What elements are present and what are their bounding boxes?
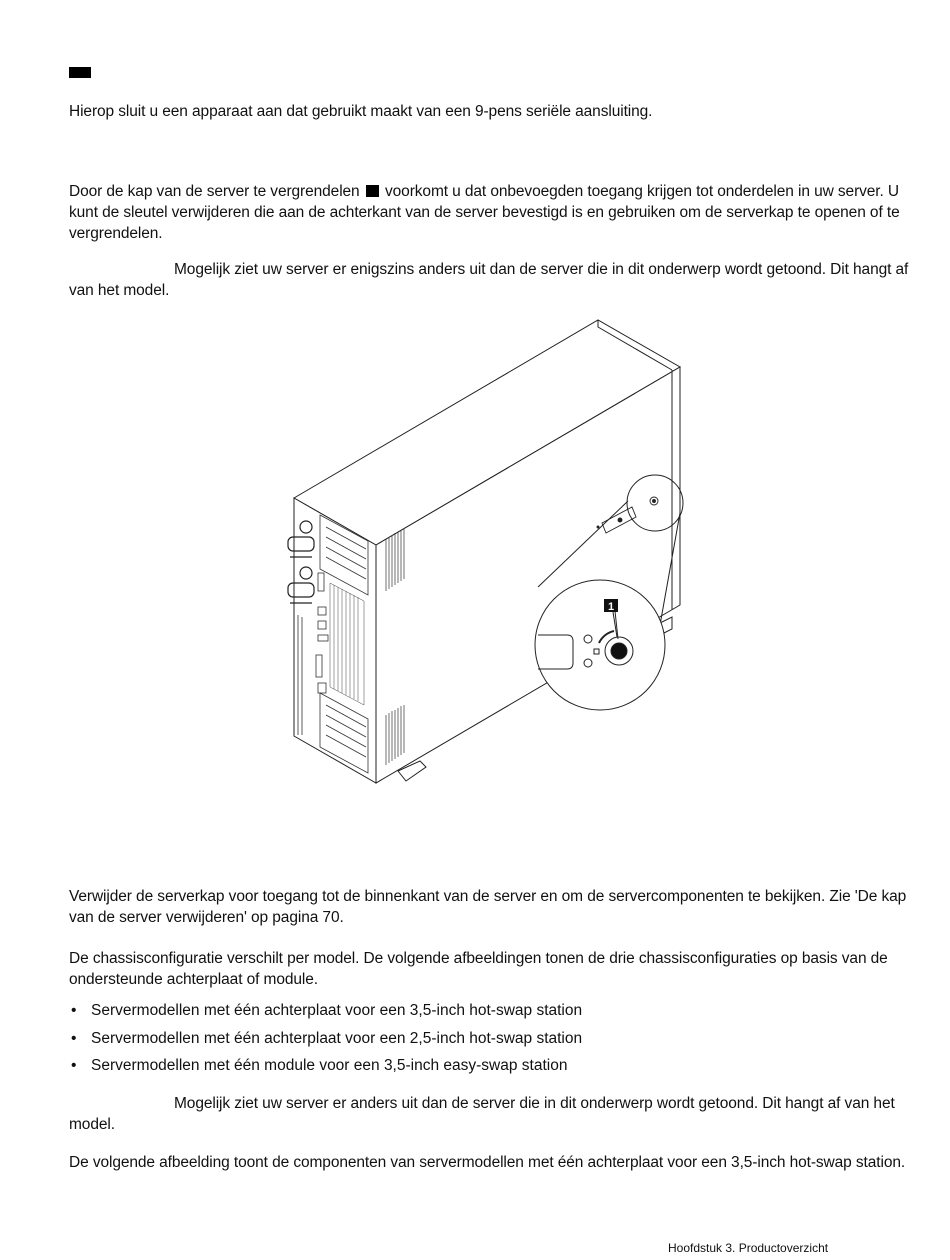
list-item: • Servermodellen met één module voor een 3,5-inch easy-swap station <box>71 1057 568 1074</box>
server-illustration <box>280 315 700 795</box>
callout-marker-icon <box>366 185 379 197</box>
lock-note-text: Mogelijk ziet uw server er enigszins anders uit dan de server die in dit onderwerp wordt getoond. Dit hangt af van het model. <box>69 261 909 299</box>
bullet-icon: • <box>71 1057 77 1074</box>
chassis-config-list <box>69 1000 909 1083</box>
components-note <box>69 1093 909 1135</box>
following-figure-text: De volgende afbeelding toont de componenten van servermodellen met één achterplaat voor een 3,5-inch hot-swap station. <box>69 1154 906 1171</box>
lock-text-before: Door de kap van de server te vergrendelen <box>69 183 360 200</box>
list-item: • Servermodellen met één achterplaat voor een 3,5-inch hot-swap station <box>71 1002 583 1019</box>
bullet-icon: • <box>71 1029 77 1047</box>
lock-note <box>69 259 909 301</box>
list-item: • Servermodellen met één achterplaat voor een 2,5-inch hot-swap station <box>71 1029 583 1047</box>
components-intro: Verwijder de serverkap voor toegang tot de binnenkant van de server en om de servercomponenten te bekijken. Zie 'De kap van de server verwijderen' op pagina 70. <box>69 888 907 926</box>
bullet-icon: • <box>71 1002 77 1019</box>
components-note-text: Mogelijk ziet uw server er anders uit dan de server die in dit onderwerp wordt getoond. Dit hangt af van het model. <box>69 1095 895 1133</box>
rear-grille <box>330 583 364 705</box>
server-figure <box>280 315 700 795</box>
section-marker <box>69 67 91 78</box>
serial-description: Hierop sluit u een apparaat aan dat gebruikt maakt van een 9-pens seriële aansluiting. <box>69 103 653 120</box>
chassis-description: De chassisconfiguratie verschilt per model. De volgende afbeeldingen tonen de drie chassisconfiguraties op basis van de ondersteunde achterplaat of module. <box>69 950 888 988</box>
lock-text-after: voorkomt u dat onbevoegden toegang krijgen tot onderdelen in uw server. U kunt de sleutel verwijderen die aan de achterkant van de server bevestigd is en gebruiken om de serverkap te openen of te vergrendelen. <box>69 183 900 242</box>
page-footer-chapter: Hoofdstuk 3. Productoverzicht <box>668 1241 829 1255</box>
callout-label: 1 <box>607 601 615 613</box>
lock-description <box>69 181 909 244</box>
magnified-detail-circle <box>535 580 665 710</box>
